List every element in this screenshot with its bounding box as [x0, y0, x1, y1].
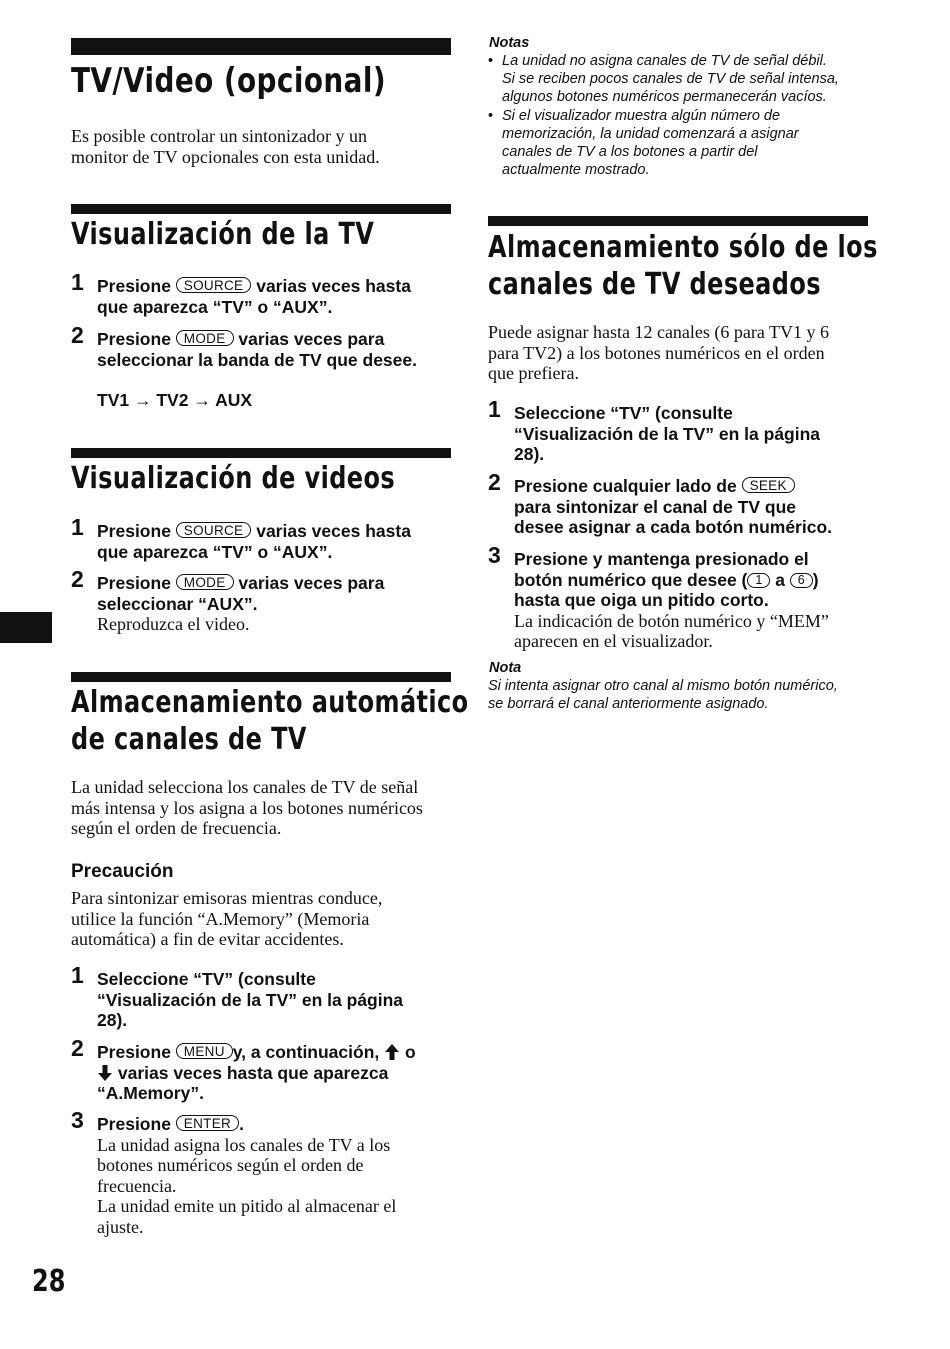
caution-text: Para sintonizar emisoras mientras conduce, utilice la función “A.Memory” (Memoria automática) a fin de evitar accidentes. [71, 888, 383, 950]
manual-section-heading: Almacenamiento sólo de los canales de TV deseados [488, 230, 878, 302]
auto-step-3: 3 Presione ENTER . La unidad asigna los canales de TV a los botones numéricos según el orden de frecuencia. La unidad emite un pitido al almacenar el ajuste. [71, 1107, 397, 1237]
note-text: Si intenta asignar otro canal al mismo botón numérico, se borrará el canal anteriormente asignado. [488, 678, 838, 713]
mode-button[interactable]: MODE [176, 330, 234, 346]
auto-step-2: 2 Presione MENU y, a continuación, o varias veces hasta que aparezca “A.Memory”. [71, 1035, 416, 1104]
menu-button[interactable]: MENU [176, 1043, 233, 1059]
mode-button[interactable]: MODE [176, 574, 234, 590]
intro-paragraph: Es posible controlar un sintonizador y un monitor de TV opcionales con esta unidad. [71, 126, 380, 167]
tv-step-2: 2 Presione MODE varias veces para seleccionar la banda de TV que desee. [71, 322, 417, 370]
manual-step-1: 1 Seleccione “TV” (consulte “Visualización de la TV” en la página 28). [488, 396, 821, 465]
auto-section-rule [71, 672, 451, 682]
preset-button-6[interactable]: 6 [790, 573, 813, 588]
note-item: • Si el visualizador muestra algún número de memorización, la unidad comenzará a asignar canales de TV a los botones a partir del actualmente mostrado. [488, 107, 878, 180]
arrow-up-icon[interactable] [384, 1043, 400, 1061]
auto-section-heading: Almacenamiento automático de canales de TV [71, 685, 469, 757]
band-sequence: TV1 → TV2 → AUX [97, 390, 253, 410]
manual-step-2: 2 Presione cualquier lado de SEEK para sintonizar el canal de TV que desee asignar a cada botón numérico. [488, 469, 833, 538]
video-section-rule [71, 448, 451, 458]
arrow-right-icon: → [133, 390, 152, 410]
notes-heading: Notas [489, 35, 530, 51]
auto-intro: La unidad selecciona los canales de TV de señal más intensa y los asigna a los botones numéricos según el orden de frecuencia. [71, 777, 423, 839]
page-title: TV/Video (opcional) [71, 61, 386, 101]
note-item: • La unidad no asigna canales de TV de señal débil. Si se reciben pocos canales de TV de señal intensa, algunos botones numéricos permanecerán vacíos. [488, 52, 878, 107]
seek-button[interactable]: SEEK [742, 477, 795, 493]
tv-step-1: 1 Presione SOURCE varias veces hasta que aparezca “TV” o “AUX”. [71, 269, 411, 317]
title-rule [71, 38, 451, 55]
manual-step-3: 3 Presione y mantenga presionado el botón numérico que desee ( 1 a 6 ) hasta que oiga un pitido corto. La indicación de botón numérico y “MEM” aparecen en el visualizador. [488, 542, 829, 652]
auto-step-1: 1 Seleccione “TV” (consulte “Visualización de la TV” en la página 28). [71, 962, 404, 1031]
video-step-1: 1 Presione SOURCE varias veces hasta que aparezca “TV” o “AUX”. [71, 514, 411, 562]
manual-intro: Puede asignar hasta 12 canales (6 para TV1 y 6 para TV2) a los botones numéricos en el orden que prefiera. [488, 322, 830, 384]
arrow-right-icon: → [193, 390, 211, 410]
tv-section-heading: Visualización de la TV [71, 217, 375, 252]
note-heading: Nota [489, 660, 522, 676]
video-step-2: 2 Presione MODE varias veces para seleccionar “AUX”. Reproduzca el video. [71, 566, 385, 635]
arrow-down-icon[interactable] [97, 1064, 113, 1082]
manual-section-rule [488, 216, 868, 226]
notes-list [488, 52, 878, 179]
video-section-heading: Visualización de videos [71, 461, 396, 496]
section-tab-marker [0, 612, 52, 643]
source-button[interactable]: SOURCE [176, 522, 252, 538]
page-number: 28 [32, 1264, 66, 1299]
caution-heading: Precaución [71, 861, 174, 882]
tv-section-rule [71, 204, 451, 214]
preset-button-1[interactable]: 1 [747, 573, 770, 588]
enter-button[interactable]: ENTER [176, 1115, 239, 1131]
source-button[interactable]: SOURCE [176, 277, 252, 293]
